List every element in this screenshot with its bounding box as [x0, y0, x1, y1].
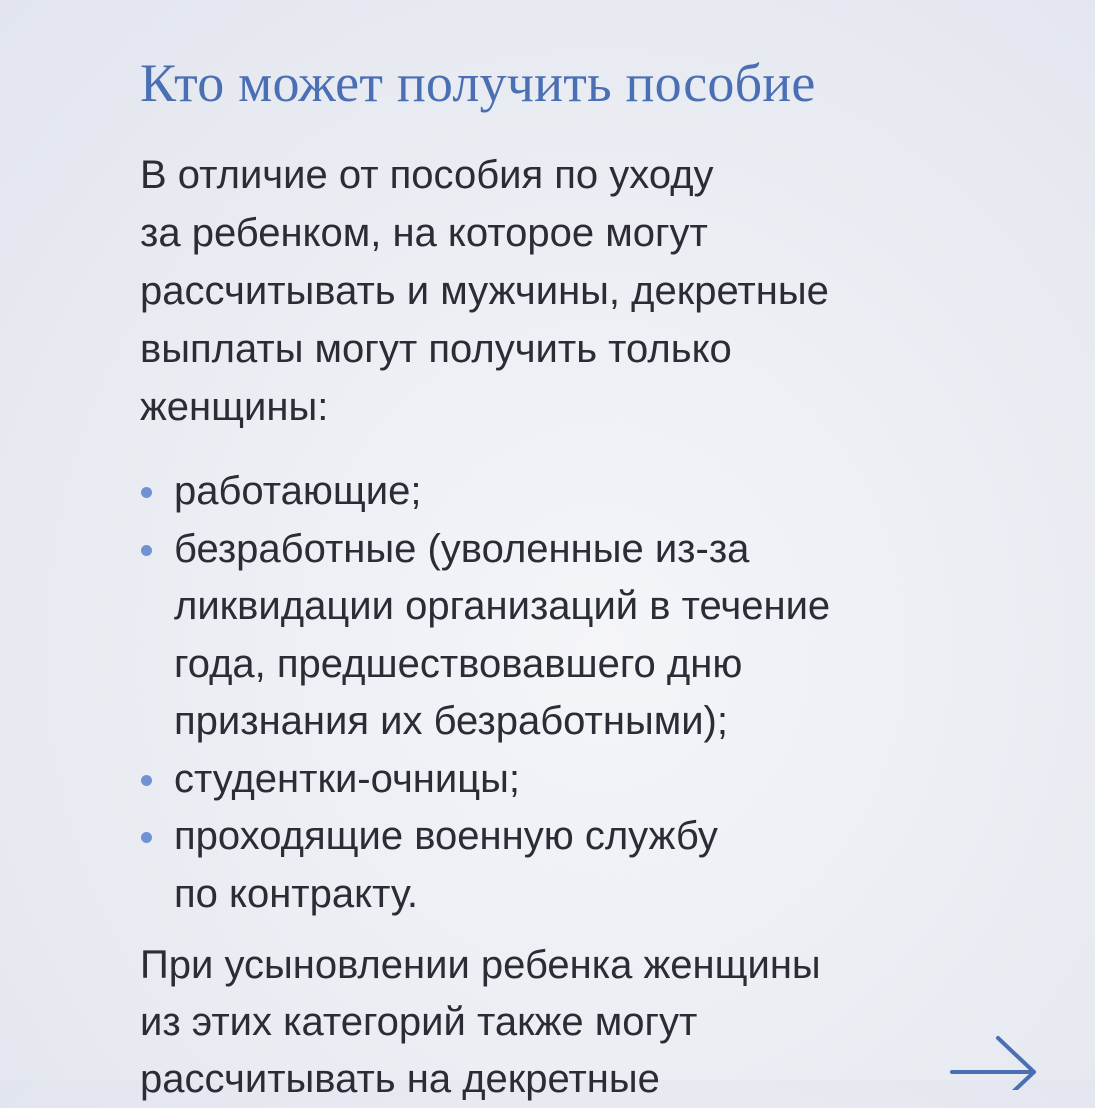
list-item-text: работающие;	[174, 469, 422, 513]
intro-paragraph	[140, 146, 960, 436]
list-item-military	[140, 808, 980, 923]
list-item-text: признания их безработными);	[174, 699, 728, 743]
intro-line: женщины:	[140, 385, 329, 429]
list-item-text: по контракту.	[174, 871, 418, 916]
list-item-text: безработные (уволенные из-за	[174, 526, 750, 571]
list-item-text: проходящие военную службу	[174, 814, 718, 858]
outro-paragraph	[140, 937, 980, 1108]
intro-line: рассчитывать и мужчины, декретные	[140, 269, 829, 313]
list-item-text: студентки-очницы;	[174, 756, 521, 801]
intro-line: выплаты могут получить только	[140, 327, 732, 371]
list-item-working	[140, 463, 980, 521]
bullet-dot-icon	[141, 775, 152, 786]
intro-line: В отличие от пособия по уходу	[140, 153, 714, 197]
outro-line: из этих категорий также могут	[140, 1000, 698, 1044]
eligibility-list	[140, 463, 980, 923]
outro-line: рассчитывать на декретные	[140, 1057, 660, 1101]
list-item-text: ликвидации организаций в течение	[174, 584, 831, 628]
bullet-dot-icon	[141, 832, 152, 843]
bullet-dot-icon	[141, 545, 152, 556]
page-title: Кто может получить пособие	[140, 53, 816, 113]
outro-line: При усыновлении ребенка женщины	[140, 943, 821, 987]
list-item-students	[140, 751, 980, 809]
bullet-dot-icon	[141, 487, 152, 498]
arrow-right-icon[interactable]	[950, 1030, 1040, 1090]
intro-line: за ребенком, на которое могут	[140, 211, 708, 255]
list-item-text: года, предшествовавшего дню	[174, 641, 743, 686]
list-item-unemployed	[140, 521, 980, 751]
